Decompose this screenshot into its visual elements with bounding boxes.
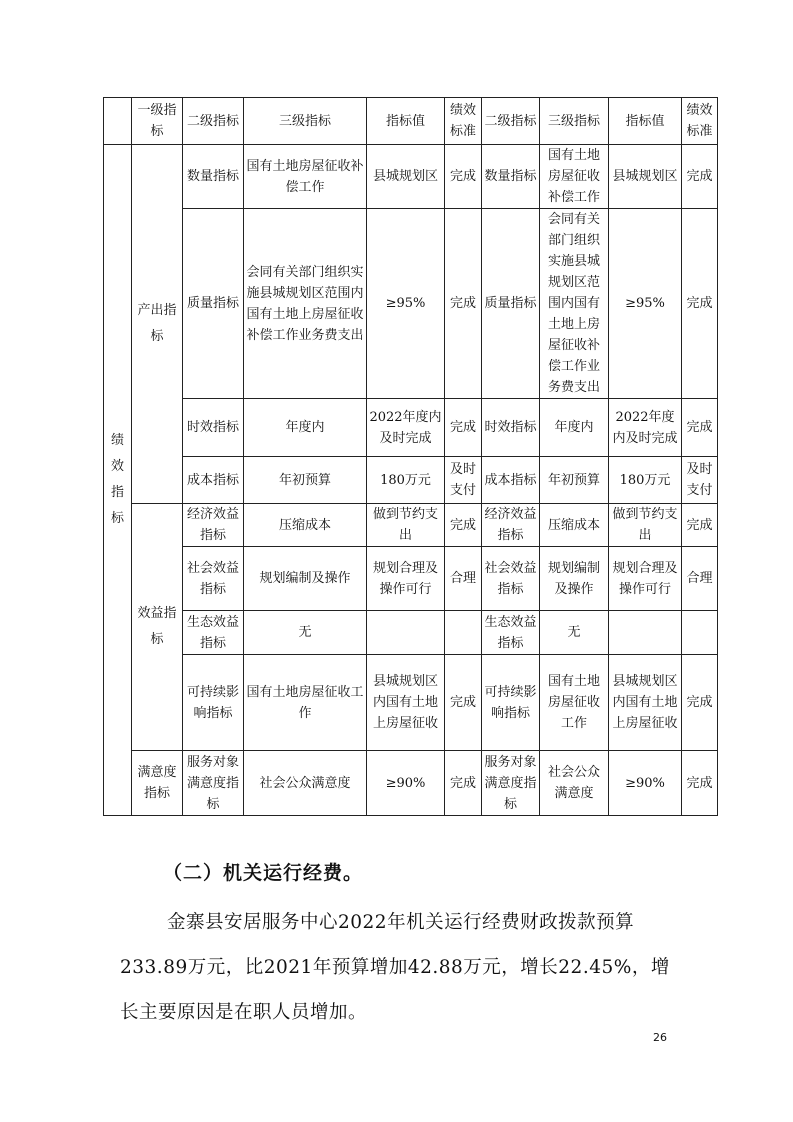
group-label-performance: 绩效指标 bbox=[104, 145, 132, 816]
cell: 完成 bbox=[445, 504, 482, 547]
cell: ≥95% bbox=[367, 209, 445, 399]
cell: 完成 bbox=[445, 399, 482, 457]
cell: 成本指标 bbox=[482, 457, 540, 504]
cell: 质量指标 bbox=[183, 209, 244, 399]
cell: 可持续影响指标 bbox=[183, 655, 244, 751]
level1-satisfaction: 满意度指标 bbox=[132, 751, 183, 816]
cell: 服务对象满意度指标 bbox=[482, 751, 540, 816]
cell: ≥90% bbox=[367, 751, 445, 816]
cell: 2022年度内及时完成 bbox=[609, 399, 682, 457]
cell: 完成 bbox=[445, 209, 482, 399]
cell: ≥90% bbox=[609, 751, 682, 816]
cell bbox=[682, 611, 718, 655]
header-value-b: 指标值 bbox=[609, 98, 682, 145]
section-paragraph: 金寨县安居服务中心2022年机关运行经费财政拨款预算233.89万元，比2021年预算增加42.88万元，增长22.45%，增长主要原因是在职人员增加。 bbox=[120, 912, 670, 1023]
cell: 县城规划区 bbox=[367, 145, 445, 209]
cell: 县城规划区内国有土地上房屋征收 bbox=[367, 655, 445, 751]
cell: 生态效益指标 bbox=[183, 611, 244, 655]
header-row bbox=[104, 98, 718, 145]
cell: 可持续影响指标 bbox=[482, 655, 540, 751]
cell: 完成 bbox=[445, 751, 482, 816]
cell: 成本指标 bbox=[183, 457, 244, 504]
cell: ≥95% bbox=[609, 209, 682, 399]
level1-output: 产出指标 bbox=[132, 145, 183, 504]
cell: 社会公众满意度 bbox=[540, 751, 609, 816]
cell: 无 bbox=[244, 611, 367, 655]
cell: 规划编制及操作 bbox=[244, 547, 367, 611]
cell: 县城规划区 bbox=[609, 145, 682, 209]
performance-table bbox=[103, 97, 718, 816]
cell: 完成 bbox=[682, 145, 718, 209]
table-row bbox=[104, 145, 718, 209]
table-row bbox=[104, 655, 718, 751]
header-value: 指标值 bbox=[367, 98, 445, 145]
cell: 年度内 bbox=[244, 399, 367, 457]
cell: 质量指标 bbox=[482, 209, 540, 399]
cell: 规划合理及操作可行 bbox=[609, 547, 682, 611]
cell: 年初预算 bbox=[244, 457, 367, 504]
cell: 社会效益指标 bbox=[482, 547, 540, 611]
header-level1: 一级指标 bbox=[132, 98, 183, 145]
header-standard-b: 绩效标准 bbox=[682, 98, 718, 145]
cell: 规划合理及操作可行 bbox=[367, 547, 445, 611]
cell: 国有土地房屋征收补偿工作 bbox=[244, 145, 367, 209]
cell: 会同有关部门组织实施县城规划区范围内国有土地上房屋征收补偿工作业务费支出 bbox=[540, 209, 609, 399]
table-row bbox=[104, 547, 718, 611]
level1-benefit: 效益指标 bbox=[132, 504, 183, 751]
cell: 时效指标 bbox=[183, 399, 244, 457]
cell: 时效指标 bbox=[482, 399, 540, 457]
cell: 完成 bbox=[682, 751, 718, 816]
cell bbox=[445, 611, 482, 655]
cell: 压缩成本 bbox=[540, 504, 609, 547]
cell: 做到节约支出 bbox=[367, 504, 445, 547]
cell: 社会效益指标 bbox=[183, 547, 244, 611]
cell: 经济效益指标 bbox=[482, 504, 540, 547]
table-row bbox=[104, 457, 718, 504]
cell: 完成 bbox=[445, 145, 482, 209]
cell: 合理 bbox=[682, 547, 718, 611]
cell: 180万元 bbox=[367, 457, 445, 504]
cell: 生态效益指标 bbox=[482, 611, 540, 655]
header-level2-b: 二级指标 bbox=[482, 98, 540, 145]
cell: 国有土地房屋征收补偿工作 bbox=[540, 145, 609, 209]
cell: 2022年度内及时完成 bbox=[367, 399, 445, 457]
cell: 会同有关部门组织实施县城规划区范围内国有土地上房屋征收补偿工作业务费支出 bbox=[244, 209, 367, 399]
table-row bbox=[104, 751, 718, 816]
cell: 数量指标 bbox=[183, 145, 244, 209]
page-number: 26 bbox=[653, 1031, 667, 1044]
cell: 数量指标 bbox=[482, 145, 540, 209]
header-level3: 三级指标 bbox=[244, 98, 367, 145]
cell: 及时支付 bbox=[445, 457, 482, 504]
header-level2: 二级指标 bbox=[183, 98, 244, 145]
cell: 完成 bbox=[445, 655, 482, 751]
cell: 国有土地房屋征收工作 bbox=[244, 655, 367, 751]
cell bbox=[367, 611, 445, 655]
section-heading: （二）机关运行经费。 bbox=[163, 862, 364, 884]
header-level3-b: 三级指标 bbox=[540, 98, 609, 145]
cell: 年初预算 bbox=[540, 457, 609, 504]
cell: 完成 bbox=[682, 655, 718, 751]
table-row bbox=[104, 504, 718, 547]
table-row bbox=[104, 209, 718, 399]
cell: 完成 bbox=[682, 504, 718, 547]
cell: 完成 bbox=[682, 209, 718, 399]
cell: 经济效益指标 bbox=[183, 504, 244, 547]
table-row bbox=[104, 611, 718, 655]
cell: 国有土地房屋征收工作 bbox=[540, 655, 609, 751]
cell: 压缩成本 bbox=[244, 504, 367, 547]
cell: 社会公众满意度 bbox=[244, 751, 367, 816]
cell: 及时支付 bbox=[682, 457, 718, 504]
table-row bbox=[104, 399, 718, 457]
cell: 做到节约支出 bbox=[609, 504, 682, 547]
cell: 规划编制及操作 bbox=[540, 547, 609, 611]
cell: 180万元 bbox=[609, 457, 682, 504]
corner-cell bbox=[104, 98, 132, 145]
cell: 无 bbox=[540, 611, 609, 655]
header-standard: 绩效标准 bbox=[445, 98, 482, 145]
cell: 年度内 bbox=[540, 399, 609, 457]
cell: 服务对象满意度指标 bbox=[183, 751, 244, 816]
cell bbox=[609, 611, 682, 655]
cell: 完成 bbox=[682, 399, 718, 457]
cell: 合理 bbox=[445, 547, 482, 611]
cell: 县城规划区内国有土地上房屋征收 bbox=[609, 655, 682, 751]
